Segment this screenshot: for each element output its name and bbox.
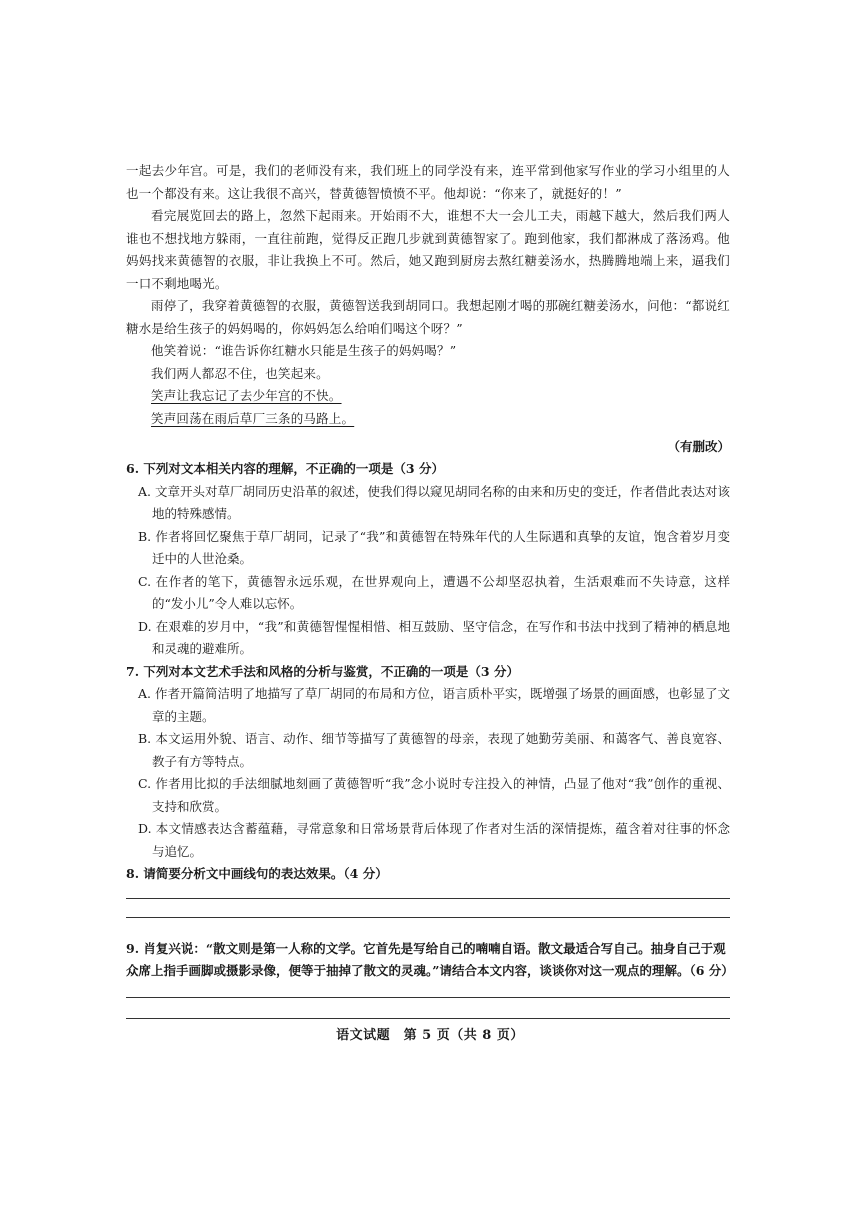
answer-line xyxy=(126,997,730,998)
question-6-option-c: C. 在作者的笔下，黄德智永远乐观，在世界观向上，遭遇不公却坚忍执着，生活艰难而不失诗意，这样的“发小儿”令人难以忘怀。 xyxy=(138,573,730,611)
question-6-option-d: D. 在艰难的岁月中，“我”和黄德智惺惺相惜、相互鼓励、坚守信念，在写作和书法中找到了精神的栖息地和灵魂的避难所。 xyxy=(138,618,730,656)
underlined-sentence-1 xyxy=(126,385,730,408)
passage-paragraph-5: 我们两人都忍不住，也笑起来。 xyxy=(151,365,329,381)
passage-paragraph-1: 一起去少年宫。可是，我们的老师没有来，我们班上的同学没有来，连平常到他家写作业的学习小组里的人也一个都没有来。这让我很不高兴，替黄德智愤愤不平。他却说：“你来了，就挺好的！” xyxy=(126,163,730,201)
passage-paragraph-4: 他笑着说：“谁告诉你红糖水只能是生孩子的妈妈喝？” xyxy=(151,343,457,358)
answer-line xyxy=(126,917,730,918)
question-6-option-a: A. 文章开头对草厂胡同历史沿革的叙述，使我们得以窥见胡同名称的由来和历史的变迁，作者借此表达对该地的特殊感情。 xyxy=(138,483,730,521)
question-8-stem: 8. 请简要分析文中画线句的表达效果。（4 分） xyxy=(126,866,388,881)
question-7-option-a: A. 作者开篇简洁明了地描写了草厂胡同的布局和方位，语言质朴平实，既增强了场景的画面感，也彰显了文章的主题。 xyxy=(138,686,730,724)
question-7-option-b: B. 本文运用外貌、语言、动作、细节等描写了黄德智的母亲，表现了她勤劳美丽、和蔼客气、善良宽容、教子有方等特点。 xyxy=(138,731,730,769)
question-8-answer-area[interactable] xyxy=(126,898,730,918)
question-6-option-b: B. 作者将回忆聚焦于草厂胡同，记录了“我”和黄德智在特殊年代的人生际遇和真挚的友谊，饱含着岁月变迁中的人世沧桑。 xyxy=(138,528,730,566)
answer-line xyxy=(126,1018,730,1019)
question-7-stem: 7. 下列对本文艺术手法和风格的分析与鉴赏，不正确的一项是（3 分） xyxy=(126,663,519,679)
question-9-answer-area[interactable] xyxy=(126,997,730,1019)
underlined-text-1: 笑声让我忘记了去少年宫的不快。 xyxy=(151,388,342,403)
question-7-option-d: D. 本文情感表达含蓄蕴藉，寻常意象和日常场景背后体现了作者对生活的深情提炼，蕴含着对往事的怀念与追忆。 xyxy=(138,821,730,859)
question-9-stem: 9. 肖复兴说：“散文则是第一人称的文学。它首先是写给自己的喃喃自语。散文最适合写自己。抽身自己于观众席上指手画脚或摄影录像，便等于抽掉了散文的灵魂。”请结合本文内容，谈谈你对这一观点的理解。（6 分） xyxy=(126,940,734,978)
page-footer: 语文试题 第 5 页（共 8 页） xyxy=(336,1028,524,1043)
question-9-block xyxy=(126,938,734,983)
underlined-sentence-2 xyxy=(126,408,730,431)
page-content xyxy=(126,160,734,1019)
source-note: （有删改） xyxy=(667,439,730,454)
question-7-option-c: C. 作者用比拟的手法细腻地刻画了黄德智听“我”念小说时专注投入的神情，凸显了他对“我”创作的重视、支持和欣赏。 xyxy=(138,776,730,814)
question-6-stem: 6. 下列对文本相关内容的理解，不正确的一项是（3 分） xyxy=(126,461,444,476)
answer-line xyxy=(126,898,730,899)
passage-paragraph-3: 雨停了，我穿着黄德智的衣服，黄德智送我到胡同口。我想起刚才喝的那碗红糖姜汤水，问他：“都说红糖水是给生孩子的妈妈喝的，你妈妈怎么给咱们喝这个呀？” xyxy=(126,298,730,336)
passage-paragraph-2: 看完展览回去的路上，忽然下起雨来。开始雨不大，谁想不大一会儿工夫，雨越下越大，然后我们两人谁也不想找地方躲雨，一直往前跑，觉得反正跑几步就到黄德智家了。跑到他家，我们都淋成了落汤鸡。他妈妈找来黄德智的衣服，非让我换上不可。然后，她又跑到厨房去熬红糖姜汤水，热腾腾地端上来，逼我们一口不剩地喝光。 xyxy=(126,208,730,291)
underlined-text-2: 笑声回荡在雨后草厂三条的马路上。 xyxy=(151,410,355,426)
